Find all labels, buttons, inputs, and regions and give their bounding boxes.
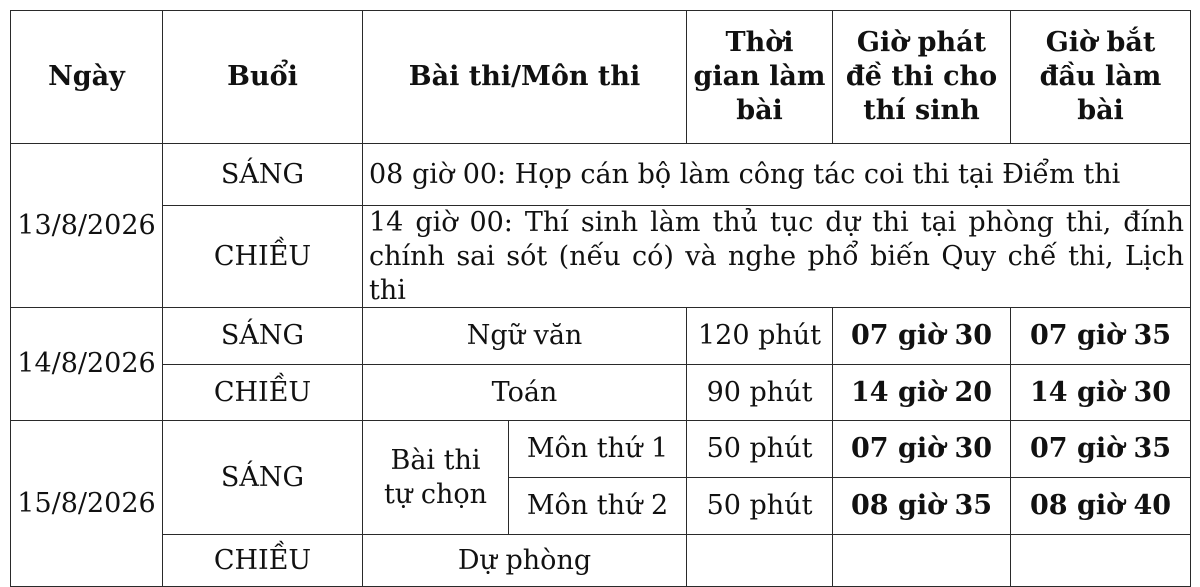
session-cell: SÁNG — [163, 308, 363, 365]
exam-schedule-document — [10, 10, 1190, 575]
schedule-note: 08 giờ 00: Họp cán bộ làm công tác coi thi tại Điểm thi — [363, 144, 1191, 206]
exam-schedule-table — [10, 10, 1191, 587]
table-row — [11, 421, 1191, 478]
start-time-cell — [1011, 535, 1191, 587]
duration-cell: 90 phút — [687, 365, 833, 421]
table-row — [11, 308, 1191, 365]
schedule-note: 14 giờ 00: Thí sinh làm thủ tục dự thi tại phòng thi, đính chính sai sót (nếu có) và nghe phổ biến Quy chế thi, Lịch thi — [363, 206, 1191, 308]
header-row — [11, 11, 1191, 144]
table-row — [11, 365, 1191, 421]
subject-cell: Môn thứ 1 — [509, 421, 687, 478]
subject-cell: Toán — [363, 365, 687, 421]
session-cell: SÁNG — [163, 421, 363, 535]
start-time-cell: 14 giờ 30 — [1011, 365, 1191, 421]
distribution-time-cell: 14 giờ 20 — [833, 365, 1011, 421]
header-paper-distribution-time: Giờ phát đề thi cho thí sinh — [833, 11, 1011, 144]
start-time-cell: 07 giờ 35 — [1011, 421, 1191, 478]
duration-cell: 50 phút — [687, 478, 833, 535]
duration-cell: 120 phút — [687, 308, 833, 365]
subject-cell: Môn thứ 2 — [509, 478, 687, 535]
header-subject: Bài thi/Môn thi — [363, 11, 687, 144]
subject-cell: Ngữ văn — [363, 308, 687, 365]
header-session: Buổi — [163, 11, 363, 144]
distribution-time-cell: 07 giờ 30 — [833, 421, 1011, 478]
distribution-time-cell: 07 giờ 30 — [833, 308, 1011, 365]
duration-cell: 50 phút — [687, 421, 833, 478]
date-cell: 13/8/2026 — [11, 144, 163, 308]
header-start-time: Giờ bắt đầu làm bài — [1011, 11, 1191, 144]
elective-group-cell: Bài thi tự chọn — [363, 421, 509, 535]
session-cell: SÁNG — [163, 144, 363, 206]
table-row — [11, 206, 1191, 308]
start-time-cell: 07 giờ 35 — [1011, 308, 1191, 365]
table-row — [11, 144, 1191, 206]
date-cell: 14/8/2026 — [11, 308, 163, 421]
table-row — [11, 535, 1191, 587]
duration-cell — [687, 535, 833, 587]
header-duration: Thời gian làm bài — [687, 11, 833, 144]
header-date: Ngày — [11, 11, 163, 144]
session-cell: CHIỀU — [163, 535, 363, 587]
session-cell: CHIỀU — [163, 365, 363, 421]
date-cell: 15/8/2026 — [11, 421, 163, 587]
session-cell: CHIỀU — [163, 206, 363, 308]
distribution-time-cell: 08 giờ 35 — [833, 478, 1011, 535]
distribution-time-cell — [833, 535, 1011, 587]
subject-cell: Dự phòng — [363, 535, 687, 587]
start-time-cell: 08 giờ 40 — [1011, 478, 1191, 535]
